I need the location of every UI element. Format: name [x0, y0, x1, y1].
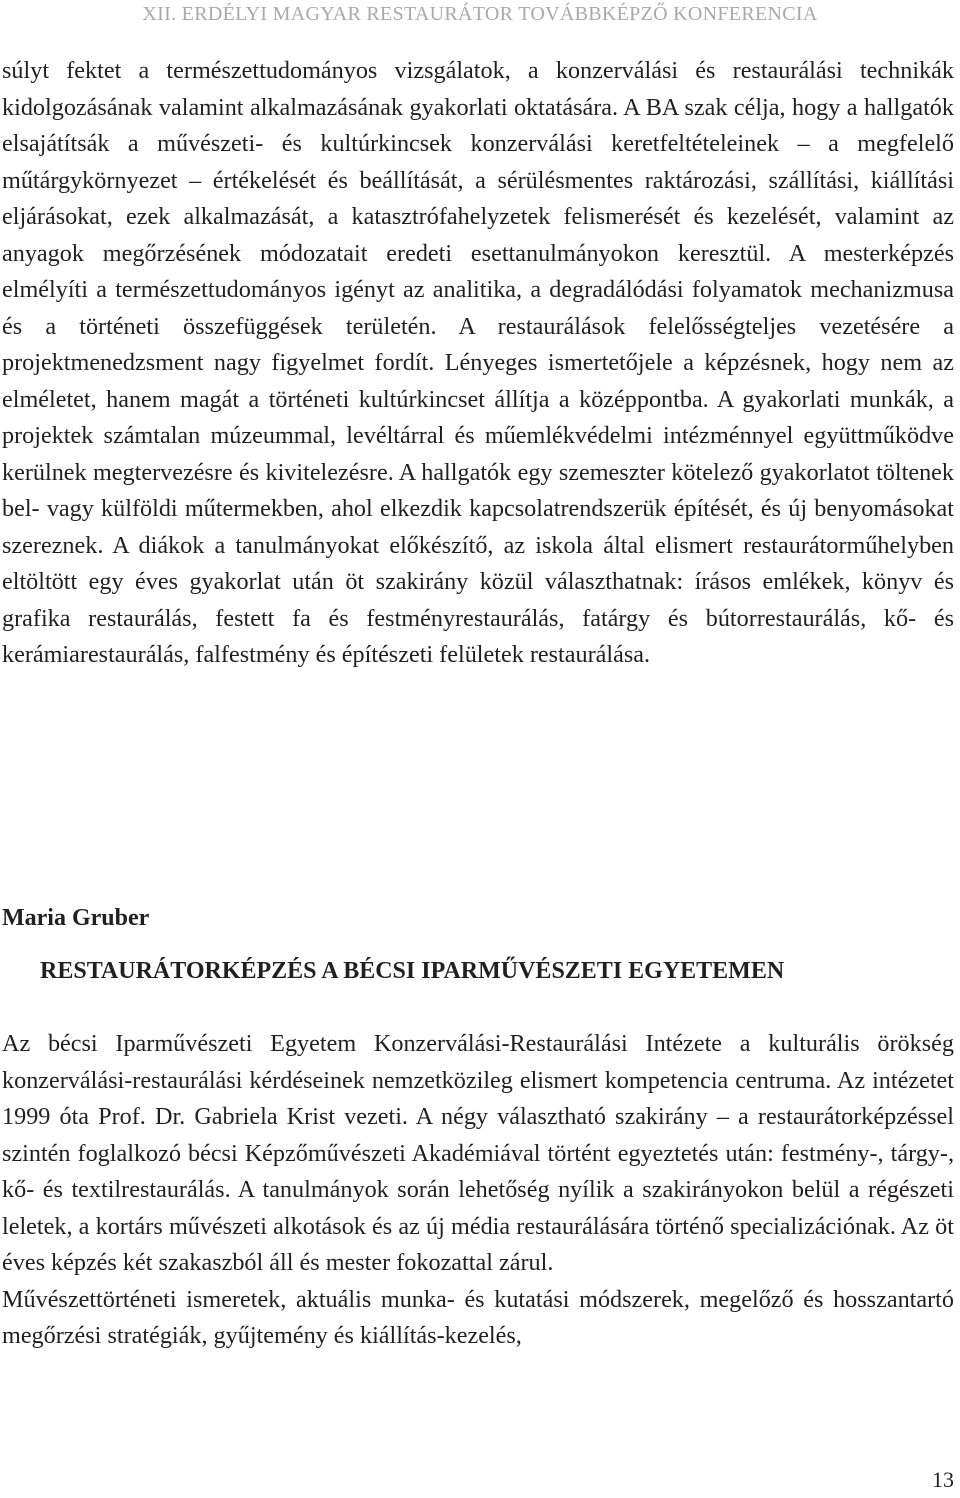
article-paragraph-2: Művészettörténeti ismeretek, aktuális munka- és kutatási módszerek, megelőző és hosszantartó megőrzési stratégiák, gyűjtemény és kiállítás-kezelés,: [2, 1285, 954, 1349]
article-title: RESTAURÁTORKÉPZÉS A BÉCSI IPARMŰVÉSZETI EGYETEMEN: [40, 958, 785, 984]
running-header: XII. ERDÉLYI MAGYAR RESTAURÁTOR TOVÁBBKÉPZŐ KONFERENCIA: [142, 3, 818, 25]
page-number: 13: [932, 1467, 954, 1492]
article-author: Maria Gruber: [2, 905, 150, 931]
body-text-block: [2, 53, 954, 674]
body-paragraph: súlyt fektet a természettudományos vizsgálatok, a konzerválási és restaurálási technikák kidolgozásának valamint alkalmazásának gyakorlati oktatására. A BA szak célja, hogy a hallgatók elsajátítsák a művészeti- és kultúrkincsek konzerválási keretfeltételeinek – a megfelelő műtárgykörnyezet – értékelését és beállítását, a sérülésmentes raktározási, szállítási, kiállítási eljárásokat, ezek alkalmazását, a katasztrófahelyzetek felismerését és kezelését, valamint az anyagok megőrzésének módozatait eredeti esettanulmányokon keresztül. A mesterképzés elmélyíti a természettudományos igényt az analitika, a degradálódási folyamatok mechanizmusa és a történeti összefüggések területén. A restaurálások felelősségteljes vezetésére a projektmenedzsment nagy figyelmet fordít. Lényeges ismertetőjele a képzésnek, hogy nem az elméletet, hanem magát a történeti kultúrkincset állítja a középpontba. A gyakorlati munkák, a projektek számtalan múzeummal, levéltárral és műemlékvédelmi intézménnyel együttműködve kerülnek megtervezésre és kivitelezésre. A hallgatók egy szemeszter kötelező gyakorlatot töltenek bel- vagy külföldi műtermekben, ahol elkezdik kapcsolatrendszerük építését, és új benyomásokat szereznek. A diákok a tanulmányokat előkészítő, az iskola által elismert restaurátorműhelyben eltöltött egy éves gyakorlat után öt szakirány közül választhatnak: írásos emlékek, könyv és grafika restaurálás, festett fa és festményrestaurálás, fatárgy és bútorrestaurálás, kő- és kerámiarestaurálás, falfestmény és építészeti felületek restaurálása.: [2, 57, 954, 668]
article-text-block: [2, 1026, 954, 1355]
article-paragraph-1: Az bécsi Iparművészeti Egyetem Konzerválási-Restaurálási Intézete a kulturális örökség konzerválási-restaurálási kérdéseinek nemzetközileg elismert kompetencia centruma. Az intézetet 1999 óta Prof. Dr. Gabriela Krist vezeti. A négy választható szakirány – a restaurátorképzéssel szintén foglalkozó bécsi Képzőművészeti Akadémiával történt egyeztetés után: festmény-, tárgy-, kő- és textilrestaurálás. A tanulmányok során lehetőség nyílik a szakirányokon belül a régészeti leletek, a kortárs művészeti alkotások és az új média restaurálására történő specializációnak. Az öt éves képzés két szakaszból áll és mester fokozattal zárul.: [2, 1030, 954, 1276]
